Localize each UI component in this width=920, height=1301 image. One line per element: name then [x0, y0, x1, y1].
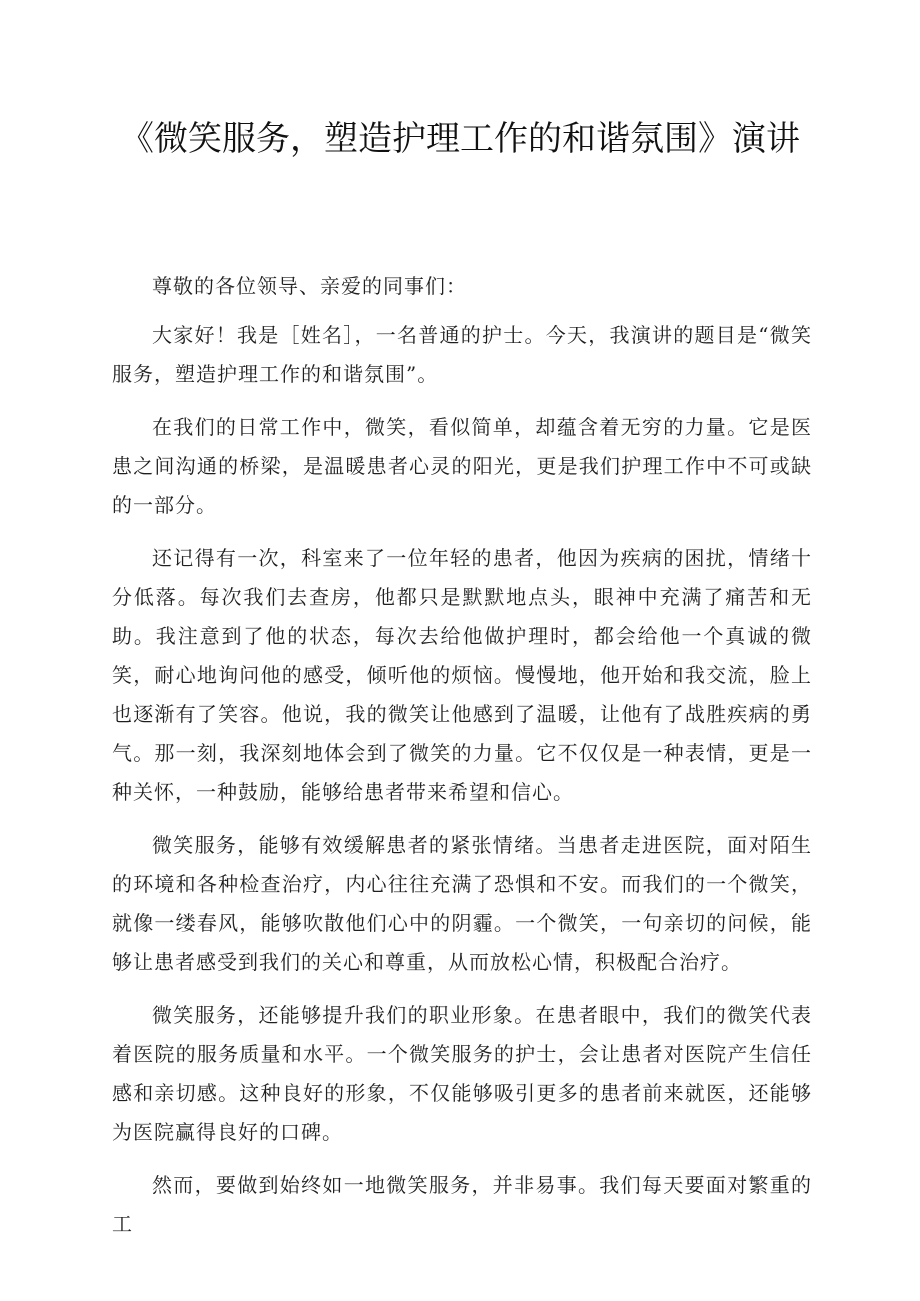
- paragraph: 然而，要做到始终如一地微笑服务，并非易事。我们每天要面对繁重的工: [112, 1173, 812, 1236]
- document-body: [112, 267, 812, 1258]
- paragraph-greeting: 尊敬的各位领导、亲爱的同事们：: [152, 274, 467, 298]
- paragraph: 微笑服务，能够有效缓解患者的紧张情绪。当患者走进医院，面对陌生的环境和各种检查治疗，内心往往充满了恐惧和不安。而我们的一个微笑，就像一缕春风，能够吹散他们心中的阴霾。一个微笑，一句亲切的问候，能够让患者感受到我们的关心和尊重，从而放松心情，积极配合治疗。: [112, 833, 812, 974]
- paragraph: 在我们的日常工作中，微笑，看似简单，却蕴含着无穷的力量。它是医患之间沟通的桥梁，是温暖患者心灵的阳光，更是我们护理工作中不可或缺的一部分。: [112, 415, 812, 517]
- paragraph: 还记得有一次，科室来了一位年轻的患者，他因为疾病的困扰，情绪十分低落。每次我们去查房，他都只是默默地点头，眼神中充满了痛苦和无助。我注意到了他的状态，每次去给他做护理时，都会给他一个真诚的微笑，耐心地询问他的感受，倾听他的烦恼。慢慢地，他开始和我交流，脸上也逐渐有了笑容。他说，我的微笑让他感到了温暖，让他有了战胜疾病的勇气。那一刻，我深刻地体会到了微笑的力量。它不仅仅是一种表情，更是一种关怀，一种鼓励，能够给患者带来希望和信心。: [112, 546, 812, 804]
- paragraph: 微笑服务，还能够提升我们的职业形象。在患者眼中，我们的微笑代表着医院的服务质量和水平。一个微笑服务的护士，会让患者对医院产生信任感和亲切感。这种良好的形象，不仅能够吸引更多的患者前来就医，还能够为医院赢得良好的口碑。: [112, 1003, 812, 1144]
- paragraph-introduction: 大家好！我是［姓名］，一名普通的护士。今天，我演讲的题目是“微笑服务，塑造护理工作的和谐氛围”。: [112, 323, 812, 386]
- document-title: 《微笑服务，塑造护理工作的和谐氛围》演讲: [120, 119, 800, 159]
